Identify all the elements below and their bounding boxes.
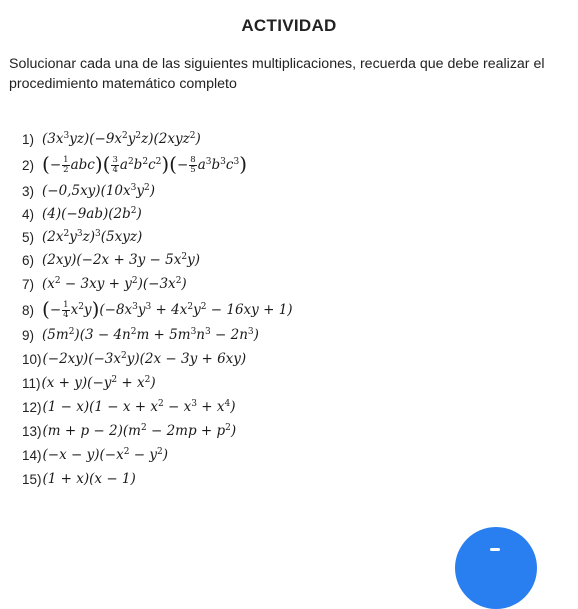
exercise-number: 2) <box>22 157 35 173</box>
exercise-expression: $(-0,5xy)(10x^3y^2)$ <box>42 183 156 199</box>
exercise-expression: $(5m^2)(3 - 4n^2m + 5m^3n^3 - 2n^3)$ <box>42 327 259 343</box>
exercise-number: 5) <box>22 229 35 245</box>
exercise-number: 9) <box>22 327 35 343</box>
exercise-13 <box>22 420 236 442</box>
exercise-4 <box>22 203 142 225</box>
exercise-2 <box>22 151 248 176</box>
exercise-expression: (− $\frac{1}{2}$ abc)( $\frac{3}{4}$ $a^2b^2c^2)(-$ $\frac{8}{5}$ $a^3b^3c^3$) <box>42 151 248 176</box>
exercise-expression: $(4)(-9ab)(2b^2)$ <box>42 206 142 222</box>
exercise-12 <box>22 396 236 418</box>
corner-circle-mark <box>490 548 500 551</box>
exercise-number: 4) <box>22 206 35 222</box>
exercise-9 <box>22 324 259 346</box>
page-title: ACTIVIDAD <box>241 16 337 35</box>
exercise-14 <box>22 444 168 466</box>
corner-circle <box>455 527 537 609</box>
exercise-5 <box>22 226 142 248</box>
exercise-expression: $(2x^2y^3z)^3(5xyz)$ <box>42 229 143 245</box>
exercise-11 <box>22 372 156 394</box>
exercise-number: 6) <box>22 252 35 268</box>
exercise-10 <box>22 348 246 370</box>
exercise-6 <box>22 249 200 271</box>
exercise-8 <box>22 296 293 321</box>
exercise-expression: (− $\frac{1}{4}$ $x^2y)(-8x^3y^3 + 4x^2y^2 - 16xy + 1)$ <box>42 296 293 321</box>
exercise-number: 14) <box>22 447 42 463</box>
exercise-number: 10) <box>22 351 42 367</box>
exercise-expression: $(-x - y)(-x^2 - y^2)$ <box>42 447 168 463</box>
exercise-number: 11) <box>22 375 41 391</box>
exercise-number: 3) <box>22 183 35 199</box>
exercise-3 <box>22 180 155 202</box>
exercise-15 <box>22 468 136 490</box>
exercise-number: 7) <box>22 276 35 292</box>
instructions-paragraph: Solucionar cada una de las siguientes multiplicaciones, recuerda que debe realizar el procedimiento matemático completo <box>9 56 545 92</box>
exercise-expression: $(2xy)(-2x + 3y - 5x^2y)$ <box>42 252 201 268</box>
exercise-expression: $(3x^3yz)(-9x^2y^2z)(2xyz^2)$ <box>42 131 201 147</box>
exercise-expression: $(-2xy)(-3x^2y)(2x - 3y + 6xy)$ <box>42 351 247 367</box>
exercise-expression: $(x + y)(-y^2 + x^2)$ <box>41 375 156 391</box>
exercise-expression: $(1 - x)(1 - x + x^2 - x^3 + x^4)$ <box>42 399 236 415</box>
exercise-number: 12) <box>22 399 42 415</box>
exercise-number: 1) <box>22 131 35 147</box>
exercise-expression: $(x^2 - 3xy + y^2)(-3x^2)$ <box>42 276 187 292</box>
exercise-expression: (1 + x)(x − 1) <box>42 471 136 487</box>
exercise-number: 15) <box>22 471 42 487</box>
exercise-expression: $(m + p - 2)(m^2 - 2mp + p^2)$ <box>42 423 237 439</box>
exercise-7 <box>22 273 187 295</box>
exercise-1 <box>22 128 201 150</box>
exercise-number: 8) <box>22 302 35 318</box>
exercise-number: 13) <box>22 423 42 439</box>
